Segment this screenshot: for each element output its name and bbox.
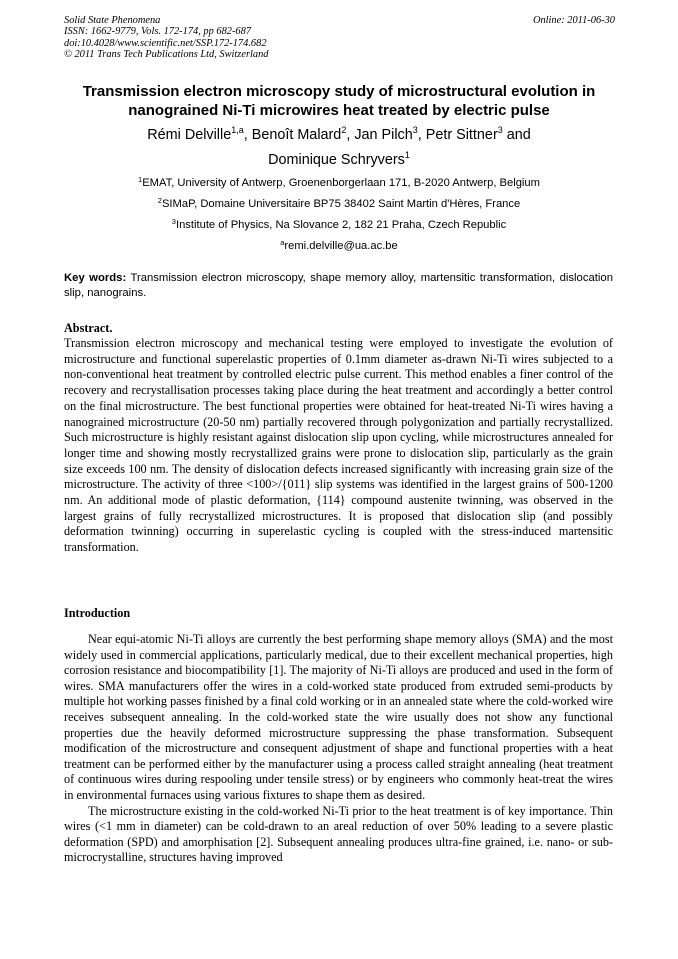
affiliation: $^3$Institute of Physics, Na Slovance 2, 182 21 Praha, Czech Republic <box>171 217 507 231</box>
author-email: $^a$remi.delville@ua.ac.be <box>280 238 398 252</box>
paragraph: Near equi-atomic Ni-Ti alloys are currently the best performing shape memory alloys (SMA) and the most widely used in commercial applications, particularly medical, due to their excellent mechanical properties, high corrosion resistance and biocompatibility [1]. The majority of Ni-Ti alloys are produced and used in the form of wires. SMA manufacturers offer the wires in a cold-worked state produced from extruded semi-products by multiple hot working passes finished by a final cold working or in an annealed state where the cold-worked wire receives subsequent annealing. In the cold-worked state the wire usually does not show any functional properties due the heavily deformed microstructure suppressing the phase transformation. Subsequent modification of the microstructure and consequent adjustment of shape and functional properties with a heat treatment can be performed either by the manufacturer using a process called straight annealing (heat treatment of continuous wires during respooling under tensile stress) or by engineers who commonly heat-treat the wires in environmental furnaces using various fixtures to shape them as desired. <box>64 632 613 802</box>
keywords-text: Transmission electron microscopy, shape memory alloy, martensitic transformation, dislocation slip, nanograins. <box>64 272 613 299</box>
keywords-label: Key words: <box>64 272 127 284</box>
author: Jan Pilch$^3$, <box>354 125 426 143</box>
paper-title: Transmission electron microscopy study of microstructural evolution in nanograined Ni-Ti microwires heat treated by electric pulse <box>82 83 596 119</box>
copyright-line: © 2011 Trans Tech Publications Ltd, Switzerland <box>64 48 269 60</box>
affiliation: $^2$SIMaP, Domaine Universitaire BP75 38402 Saint Martin d'Hères, France <box>157 196 521 210</box>
online-date: Online: 2011-06-30 <box>532 15 615 26</box>
journal-name: Solid State Phenomena <box>64 15 161 26</box>
publication-info <box>64 15 268 60</box>
keywords <box>64 271 613 300</box>
abstract-heading: Abstract. <box>64 321 113 335</box>
affiliation: $^1$EMAT, University of Antwerp, Groenenborgerlaan 171, B-2020 Antwerp, Belgium <box>138 175 540 189</box>
doi-line: doi:10.4028/www.scientific.net/SSP.172-174.682 <box>64 37 267 49</box>
author: Dominique Schryvers$^1$ <box>268 150 410 168</box>
author: Rémi Delville$^{1,a}$, <box>147 125 252 143</box>
paragraph: The microstructure existing in the cold-worked Ni-Ti prior to the heat treatment is of key importance. Thin wires (<1 mm in diameter) can be cold-drawn to an areal reduction of over 50% leading to a severe plastic deformation (SPD) and amorphisation [2]. Subsequent annealing produces ultra-fine grained, i.e. nano- or sub-microcrystalline, structures having improved <box>64 803 613 865</box>
issn-line: ISSN: 1662-9779, Vols. 172-174, pp 682-687 <box>64 26 252 38</box>
abstract-text: Transmission electron microscopy and mechanical testing were employed to investigate the evolution of microstructure and functional superelastic properties of 0.1mm diameter as-drawn Ni-Ti wires subjected to a non-conventional heat treatment by controlled electric pulse current. This method enables a finer control of the recovery and recrystallisation processes taking place during the heat treatment and accordingly a better control on the final microstructure. The best functional properties were obtained for heat-treated Ni-Ti wires having a nanograined microstructure (20-50 nm) partially recovered through polygonization and partially recrystallized. Such microstructure is highly resistant against dislocation slip upon cycling, while microstructures annealed for longer time and showing mostly recrystallized grains were prone to dislocation slip, particularly as the grain size exceeds 100 nm. The density of dislocation defects increased significantly with increasing grain size of the microstructure. The activity of three <100>/{011} slip systems was identified in the largest grains of 500-1200 nm. An additional mode of plastic deformation, {114} compound austenite twinning, was observed in the largest grains of fully recrystallized microstructures. It is proposed that dislocation slip (and possibly deformation twinning) occurring in superelastic cycling is coupled with the stress-induced martensitic transformation. <box>64 336 613 555</box>
introduction-body <box>64 632 613 866</box>
author: Benoît Malard$^2$, <box>251 125 355 143</box>
author-list <box>100 123 578 173</box>
author: Petr Sittner$^3$ and <box>425 125 531 143</box>
introduction-heading: Introduction <box>64 606 131 620</box>
